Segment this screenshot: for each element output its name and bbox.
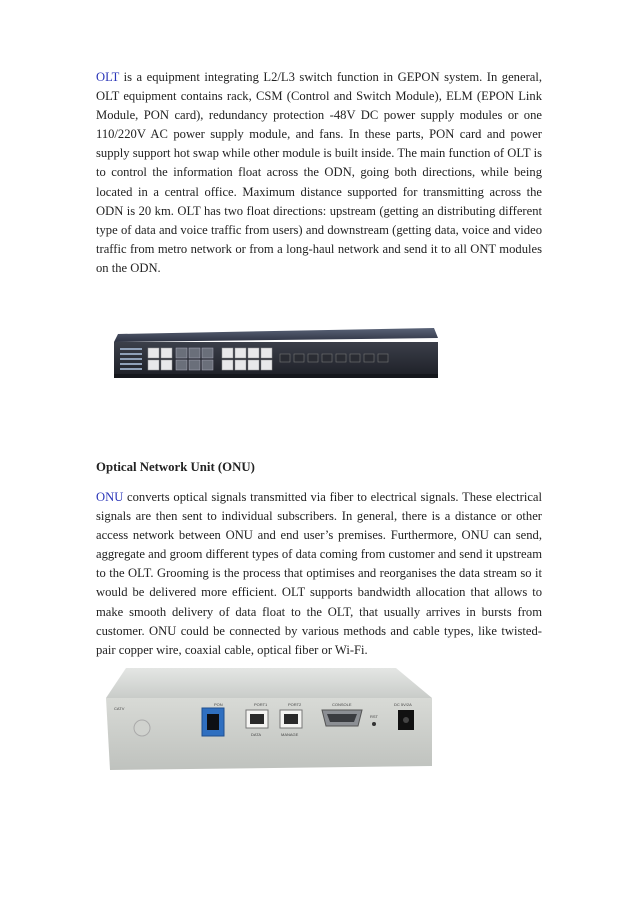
olt-description-text: is a equipment integrating L2/L3 switch function in GEPON system. In general, OLT equipment contains rack, CSM (Control and Switch Module), ELM (EPON Link Module, PON card), redundancy protection -48V DC power supply modules or one 110/220V AC power supply module, and fans. In these parts, PON card and power supply support hot swap while other module is built inside. The main function of OLT is to control the information float across the ODN, going both directions, while being located in a central office. Maximum distance supported for transmitting across the ODN is 20 km. OLT has two float directions: upstream (getting an distributing different type of data and voice traffic from users) and downstream (getting data, voice and video traffic from metro network or from a long-haul network and send it to all ONT modules on the ODN. — [96, 70, 542, 275]
console-label: CONSOLE — [332, 702, 352, 707]
onu-device-image — [96, 664, 446, 774]
reset-button — [372, 722, 376, 726]
catv-port — [134, 720, 150, 736]
olt-description — [96, 68, 542, 278]
port2-sub-label: MANAGE — [281, 732, 299, 737]
rst-label: RST — [370, 714, 378, 719]
port1-sub-label: DATA — [251, 732, 262, 737]
olt-term-link[interactable]: OLT — [96, 70, 120, 84]
port2-label: PORT2 — [288, 702, 302, 707]
onu-description — [96, 488, 542, 660]
pon-label: PON — [214, 702, 223, 707]
catv-label: CATV — [114, 706, 125, 711]
port1-label: PORT1 — [254, 702, 268, 707]
section-heading-onu: Optical Network Unit (ONU) — [96, 460, 255, 474]
olt-device-image — [112, 326, 442, 384]
dc-label: DC 5V/2A — [394, 702, 412, 707]
onu-term-link[interactable]: ONU — [96, 490, 124, 504]
onu-description-text: converts optical signals transmitted via fiber to electrical signals. These electrical signals are then sent to individual subscribers. In general, there is a distance or other access network between ONU and end user’s premises. Furthermore, ONU can send, aggregate and groom different types of data coming from customer and send it upstream to the OLT. Grooming is the process that optimises and reorganises the data stream so it would be delivered more efficient. OLT supports bandwidth allocation that allows to make smooth delivery of data float to the OLT, that usually arrives in bursts from customer. ONU could be connected by various methods and cable types, like twisted-pair copper wire, coaxial cable, optical fiber or Wi-Fi. — [96, 490, 542, 657]
